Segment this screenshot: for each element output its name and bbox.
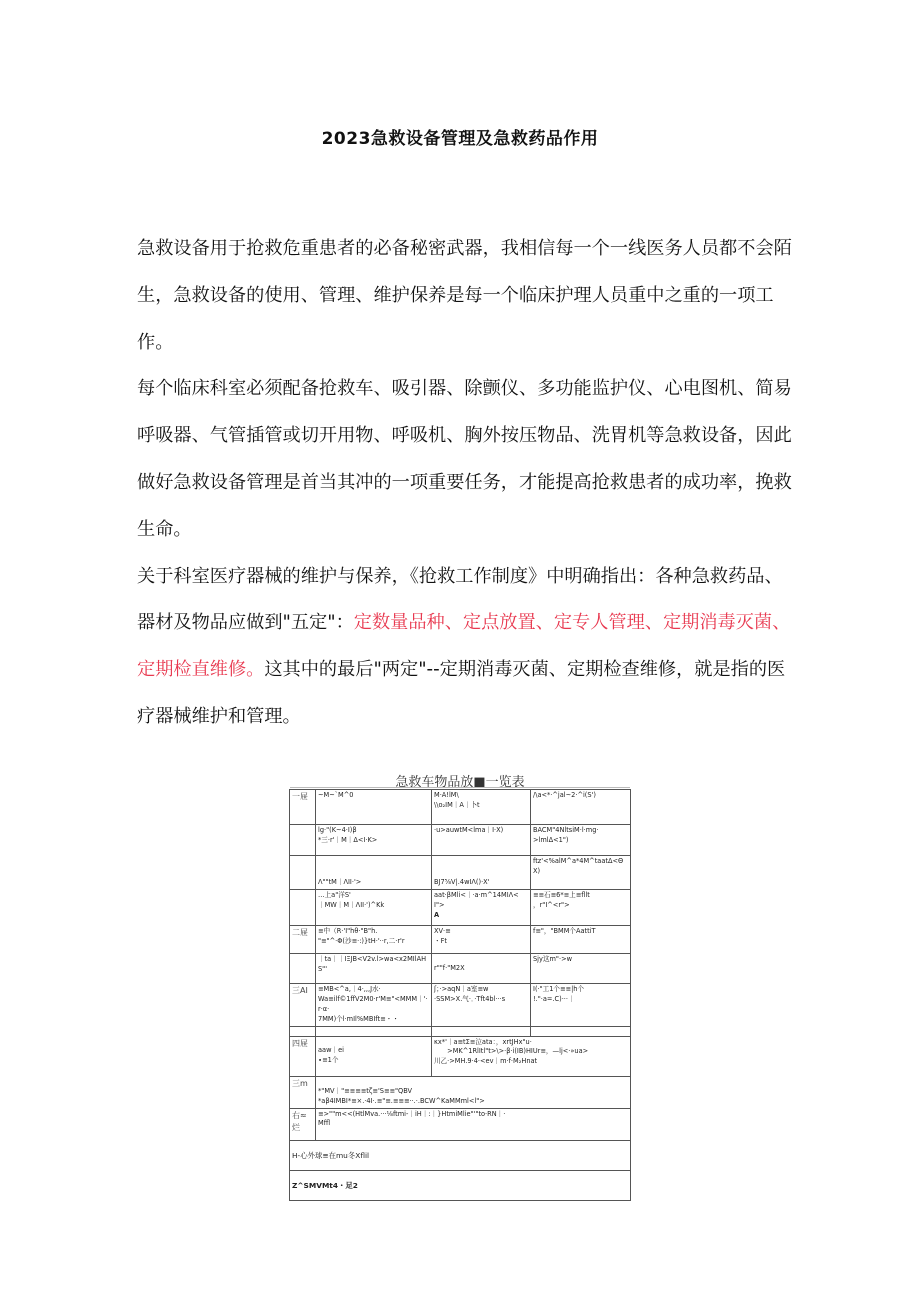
caption-divider	[290, 787, 630, 788]
table-cell: aat·βMli<｜·a·m^14MIΛ<I"> A	[432, 890, 531, 926]
table-cell: Sjy这m"·>w	[531, 954, 631, 984]
table-cell: I(·"工1个≡≡|h个 !."·a=.C)···｜	[531, 984, 631, 1027]
table-cell: H-心外球≡在mu冬Xflil	[290, 1140, 631, 1170]
drawer-label: 三AI	[290, 984, 316, 1027]
table-cell	[290, 1026, 316, 1036]
paragraph-3-conclusion: 这其中的最后"两定"--定期消毒灭菌、定期检查维修，就是指的医疗器械维护和管理。	[137, 659, 786, 727]
table-cell	[531, 1026, 631, 1036]
drawer-label: 右≈烂	[290, 1108, 316, 1140]
table-cell	[290, 856, 316, 890]
paragraph-3-intro: 关于科室医疗器械的维护与保养，《抢救工作制度》中明确指出：各种急救药品、器材及物品应做到"五定"：	[137, 565, 783, 634]
table-row	[290, 954, 631, 984]
drawer-label: 四屉	[290, 1036, 316, 1076]
table-cell: ｜ta｜｜IΞJB<V2v.l>wa<x2MIlAH S"'	[316, 954, 432, 984]
table-cell	[290, 954, 316, 984]
table-cell: ·u>auwtM<lma｜I·X)	[432, 825, 531, 856]
table-row	[290, 1026, 631, 1036]
table-cell: aaw｜ei ∙≡1个	[316, 1036, 432, 1076]
document-title: 2023急救设备管理及急救药品作用	[321, 129, 599, 149]
drawer-label: 一屉	[290, 790, 316, 825]
drawer-label: 二屉	[290, 926, 316, 954]
table-row	[290, 890, 631, 926]
table-cell: ~M~`M^0	[316, 790, 432, 825]
table-cell	[316, 1026, 432, 1036]
table-cell	[290, 890, 316, 926]
five-fixed-highlight: 定数量品种、定点放置、定专人管理、定期消毒灭菌、定期检直维修。	[137, 612, 791, 681]
table-cell: lg·"(K~4·I)β *三·r'｜M｜Δ<I·K>	[316, 825, 432, 856]
table-row	[290, 1140, 631, 1170]
table-cell: ftz'<%alM^a*4M^taatΔ<ΘX)	[531, 856, 631, 890]
table-cell: Λ""tM｜ΛII·'>	[316, 856, 432, 890]
table-cell: BJ7⅝V|.4wIΛ()·X'	[432, 856, 531, 890]
table-cell: XV·≡ ・Ft	[432, 926, 531, 954]
table-cell: *"MV｜"≡≡≡≡tζ≡'S≡≡"QBV *aβ4IMBI*≡×.·4I·.≡"≡.≡≡≡··.·.BCW^KaMMml<l">	[316, 1076, 631, 1108]
table-cell: ʃ；·>aqN｜a室≡w ·SSM>X.气·．·Tft4bl···s	[432, 984, 531, 1027]
table-cell: BACM"4NltsiM·l·mg· >lmlΔ<1")	[531, 825, 631, 856]
table-row	[290, 790, 631, 825]
article-body	[137, 226, 792, 741]
table-row	[290, 856, 631, 890]
table-cell: r""f·"M2X	[432, 954, 531, 984]
table-row	[290, 1108, 631, 1140]
drawer-label: 三m	[290, 1076, 316, 1108]
table-cell: ≡>""m<<(HtlMva.···⅛ftmi-｜iH｜:｜}HtmiMlie"'"to·RN｜· Mffl	[316, 1108, 631, 1140]
table-caption: 急救车物品放■一览表	[395, 775, 525, 790]
paragraph-3	[137, 554, 792, 741]
table-cell: …上a"洋S' ｜MW｜M｜ΛII·')^Kk	[316, 890, 432, 926]
table-row	[290, 984, 631, 1027]
table-row	[290, 825, 631, 856]
table-cell	[290, 825, 316, 856]
table-cell: ≡中（R·'I"hθ·"B"h. "≡"^·Φ(沙≡·:)}tH·'··r,二·r'r	[316, 926, 432, 954]
table-cell: /\a<*·^jal~2·^i(S')	[531, 790, 631, 825]
table-row	[290, 1036, 631, 1076]
paragraph-2: 每个临床科室必须配备抢救车、吸引器、除颤仪、多功能监护仪、心电图机、简易呼吸器、气管插管或切开用物、呼吸机、胸外按压物品、洗胃机等急救设备，因此做好急救设备管理是首当其冲的一项重要任务，才能提高抢救患者的成功率，挽救生命。	[137, 378, 792, 540]
table-row	[290, 1076, 631, 1108]
table-cell: ≡MB<^a,｜4·,,,J水· Wa≡ilf©1ffV2M0·r'M≡"<MMM｜'·r·α· 7MM)个l·mIl%MBIft≡・・	[316, 984, 432, 1027]
table-row	[290, 926, 631, 954]
table-cell	[432, 1026, 531, 1036]
table-cell: M·A!lM\ \\o₂IM｜A｜卜t	[432, 790, 531, 825]
table-cell: ≡≡石≡6*≡上≡fllt ，r"I^<r">	[531, 890, 631, 926]
table-cell: Z^SMVMt4・足2	[290, 1170, 631, 1200]
table-row	[290, 1170, 631, 1200]
table-cell: f≡"，"BMM个AattiT	[531, 926, 631, 954]
crash-cart-supply-table	[289, 789, 631, 1201]
paragraph-1: 急救设备用于抢救危重患者的必备秘密武器，我相信每一个一线医务人员都不会陌生，急救设备的使用、管理、维护保养是每一个临床护理人员重中之重的一项工作。	[137, 238, 792, 353]
table-cell: κx*'｜a≡tΣ≡泣ata：，xrtJHx"u· >MK^1RlItl"t>\>·β·i(IB)HIUr≡，—lj<·»ua> 川乙·>MH.9·4·<ev｜m·f·M₂Hnat	[432, 1036, 631, 1076]
